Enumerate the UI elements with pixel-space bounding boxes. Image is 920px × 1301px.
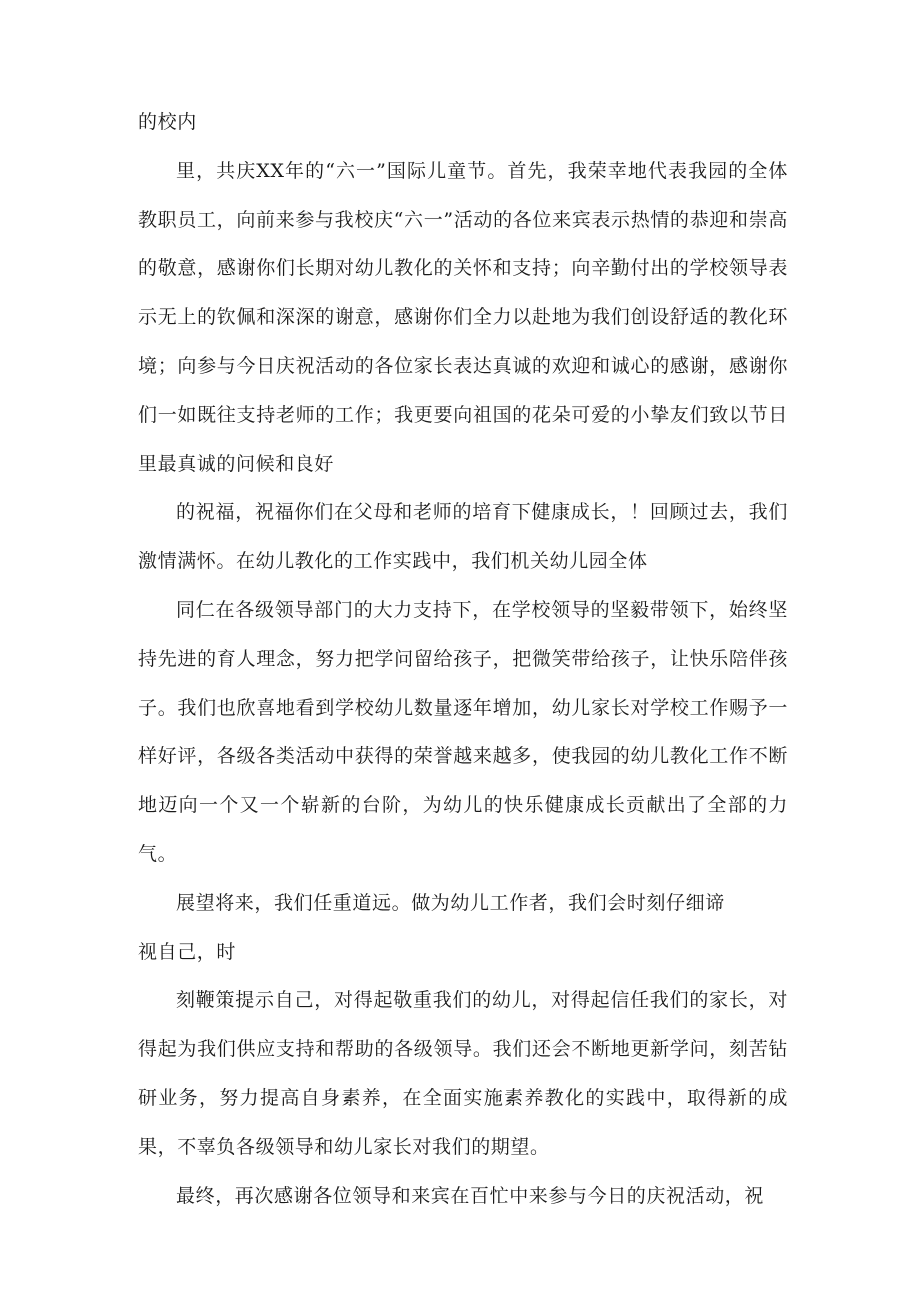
paragraph-1: 的校内 xyxy=(138,111,197,133)
paragraph-5: 展望将来，我们任重道远。做为幼儿工作者，我们会时刻仔细谛 xyxy=(176,891,725,914)
paragraph-3: 的祝福，祝福你们在父母和老师的培育下健康成长，！回顾过去，我们激情满怀。在幼儿教化的工作实践中，我们机关幼儿园全体 xyxy=(138,501,788,573)
paragraph-7: 刻鞭策提示自己，对得起敬重我们的幼儿，对得起信任我们的家长，对得起为我们供应支持和帮助的各级领导。我们还会不断地更新学问，刻苦钻研业务，努力提高自身素养，在全面实施素养教化的实践中，取得新的成果，不辜负各级领导和幼儿家长对我们的期望。 xyxy=(138,989,788,1158)
paragraph-8: 最终，再次感谢各位领导和来宾在百忙中来参与今日的庆祝活动，祝 xyxy=(176,1184,765,1207)
document-body xyxy=(138,98,788,1220)
paragraph-4: 同仁在各级领导部门的大力支持下，在学校领导的坚毅带领下，始终坚持先进的育人理念，努力把学问留给孩子，把微笑带给孩子，让快乐陪伴孩子。我们也欣喜地看到学校幼儿数量逐年增加，幼儿家长对学校工作赐予一样好评，各级各类活动中获得的荣誉越来越多，使我园的幼儿教化工作不断地迈向一个又一个崭新的台阶，为幼儿的快乐健康成长贡献出了全部的力气。 xyxy=(138,598,788,865)
paragraph-2: 里，共庆XX年的“六一”国际儿童节。首先，我荣幸地代表我园的全体教职员工，向前来参与我校庆“六一”活动的各位来宾表示热情的恭迎和崇高的敬意，感谢你们长期对幼儿教化的关怀和支持；向辛勤付出的学校领导表示无上的钦佩和深深的谢意，感谢你们全力以赴地为我们创设舒适的教化环境；向参与今日庆祝活动的各位家长表达真诚的欢迎和诚心的感谢，感谢你们一如既往支持老师的工作；我更要向祖国的花朵可爱的小挚友们致以节日里最真诚的问候和良好 xyxy=(138,159,788,475)
paragraph-6: 视自己，时 xyxy=(138,940,237,963)
